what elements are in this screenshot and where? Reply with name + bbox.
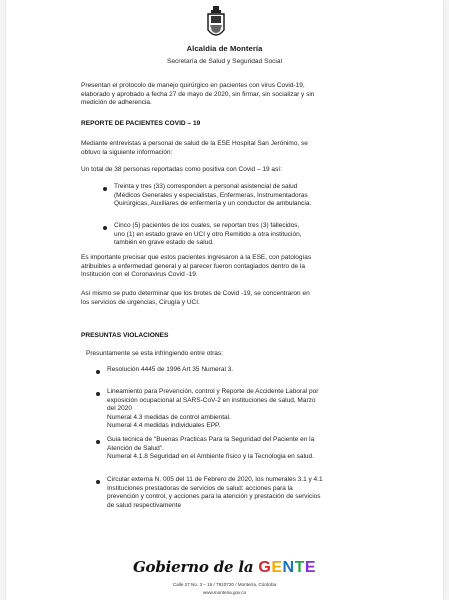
- text-line: atribuibles a enfermedad general y al parecer fueron contagiados dentro de la: [81, 262, 306, 270]
- text-line: Numeral 4.3 medidas de control ambiental.: [107, 413, 231, 421]
- text-line: obtuvo la siguiente información:: [81, 148, 173, 156]
- section2-bullet-4: [107, 476, 377, 510]
- section-heading-reporte: REPORTE DE PACIENTES COVID – 19: [81, 120, 201, 127]
- text-line: Presentan el protocolo de manejo quirúrgico en pacientes con virus Covid-19,: [81, 82, 305, 89]
- text-line: Numeral 4.1.8 Seguridad en el Ambiente físico y la Tecnologia en salud.: [107, 453, 314, 461]
- text-line: también en grave estado de salud.: [114, 239, 214, 247]
- section2-paragraph-1: [86, 350, 376, 359]
- bullet-icon: [103, 187, 107, 191]
- section-heading-violaciones: PRESUNTAS VIOLACIONES: [81, 332, 169, 339]
- text-line: Numeral 4.4 medidas individuales EPP.: [107, 422, 221, 430]
- footer-address: Calle 27 No. 3 – 16 / 7910720 / Montería, Córdoba: [172, 582, 277, 587]
- footer-slogan-logo: [0, 558, 449, 577]
- bullet-icon: [103, 226, 107, 230]
- text-line: Un total de 38 personas reportadas como positiva con Covid – 19 así:: [81, 166, 282, 173]
- slogan-prefix: Gobierno de la: [132, 558, 259, 576]
- text-line: Así mismo se pudo determinar que los brotes de Covid -19, se concentraron en: [81, 290, 310, 297]
- document-issuer: Alcaldía de Montería: [186, 44, 263, 53]
- gente-letter: E: [271, 559, 283, 576]
- slogan-gente: [258, 559, 316, 576]
- section1-bullet-1: [114, 183, 374, 209]
- gente-letter: N: [282, 559, 295, 576]
- section1-paragraph-1: [81, 140, 371, 157]
- bullet-icon: [96, 480, 100, 484]
- text-line: Cinco (5) pacientes de los cuales, se reportan tres (3) fallecidos,: [114, 222, 300, 229]
- text-line: exposición ocupacional al SARS-CoV-2 en instituciones de salud, Marzo: [107, 396, 316, 404]
- text-line: Quirúrgicas, Auxiliares de enfermería y un conductor de ambulancia.: [114, 200, 312, 208]
- text-line: Instituciones prestadoras de servicios de salud: acciones para la: [107, 484, 293, 492]
- text-line: Atención de Salud".: [107, 444, 164, 452]
- text-line: prevención y control, y acciones para la atención y prestación de servicios: [107, 493, 321, 501]
- footer-website: www.monteria.gov.co: [202, 590, 247, 595]
- gente-letter: G: [258, 559, 272, 576]
- section1-paragraph-4: [81, 290, 371, 307]
- text-line: medición de adherencia.: [81, 99, 152, 107]
- gente-letter: E: [304, 559, 317, 576]
- text-line: Lineamiento para Prevención, control y Reporte de Accidente Laboral por: [107, 388, 319, 395]
- text-line: de salud respectivamente: [107, 501, 182, 509]
- text-line: Es importante precisar que estos pacientes ingresaron a la ESE, con patologías: [81, 254, 312, 261]
- text-line: Treinta y tres (33) corresponden a personal asistencial de salud: [114, 183, 298, 190]
- section1-paragraph-3: [81, 254, 371, 280]
- section2-bullet-3: [107, 436, 377, 462]
- gente-letter: T: [294, 559, 305, 576]
- bullet-icon: [96, 440, 100, 444]
- intro-paragraph: [81, 82, 371, 108]
- section2-bullet-1: [107, 366, 377, 375]
- section2-bullet-2: [107, 388, 377, 431]
- text-line: del 2020: [107, 405, 132, 413]
- text-line: Institución con el Coronavirus Covid -19.: [81, 271, 198, 279]
- bullet-icon: [96, 370, 100, 374]
- text-line: Mediante entrevistas a personal de salud de la ESE Hospital San Jerónimo, se: [81, 140, 308, 147]
- text-line: los servicios de urgencias, Cirugía y UCI.: [81, 298, 200, 306]
- text-line: uno (1) en estado grave en UCI y otro Remitido a otra institución,: [114, 230, 302, 238]
- text-line: Circular externa N. 005 del 11 de Febrero de 2020, los numerales 3.1 y 4.1: [107, 476, 323, 483]
- section1-bullet-2: [114, 222, 374, 248]
- text-line: elaborado y aprobado a fecha 27 de mayo de 2020, sin firmar, sin socializar y sin: [81, 90, 315, 98]
- text-line: Presuntamente se esta infringiendo entre otras:: [86, 350, 223, 357]
- document-department: Secretaría de Salud y Seguridad Social: [166, 58, 283, 65]
- text-line: Resolución 4445 de 1996 Art 35 Numeral 3.: [107, 366, 234, 373]
- text-line: (Médicos Generales y especialistas, Enfermeras, Instrumentadoras: [114, 191, 308, 199]
- municipal-crest-icon: [206, 6, 226, 40]
- text-line: Guia tecnica de "Buenas Practicas Para la Seguridad del Paciente en la: [107, 436, 315, 443]
- section1-paragraph-2: [81, 166, 371, 175]
- bullet-icon: [96, 392, 100, 396]
